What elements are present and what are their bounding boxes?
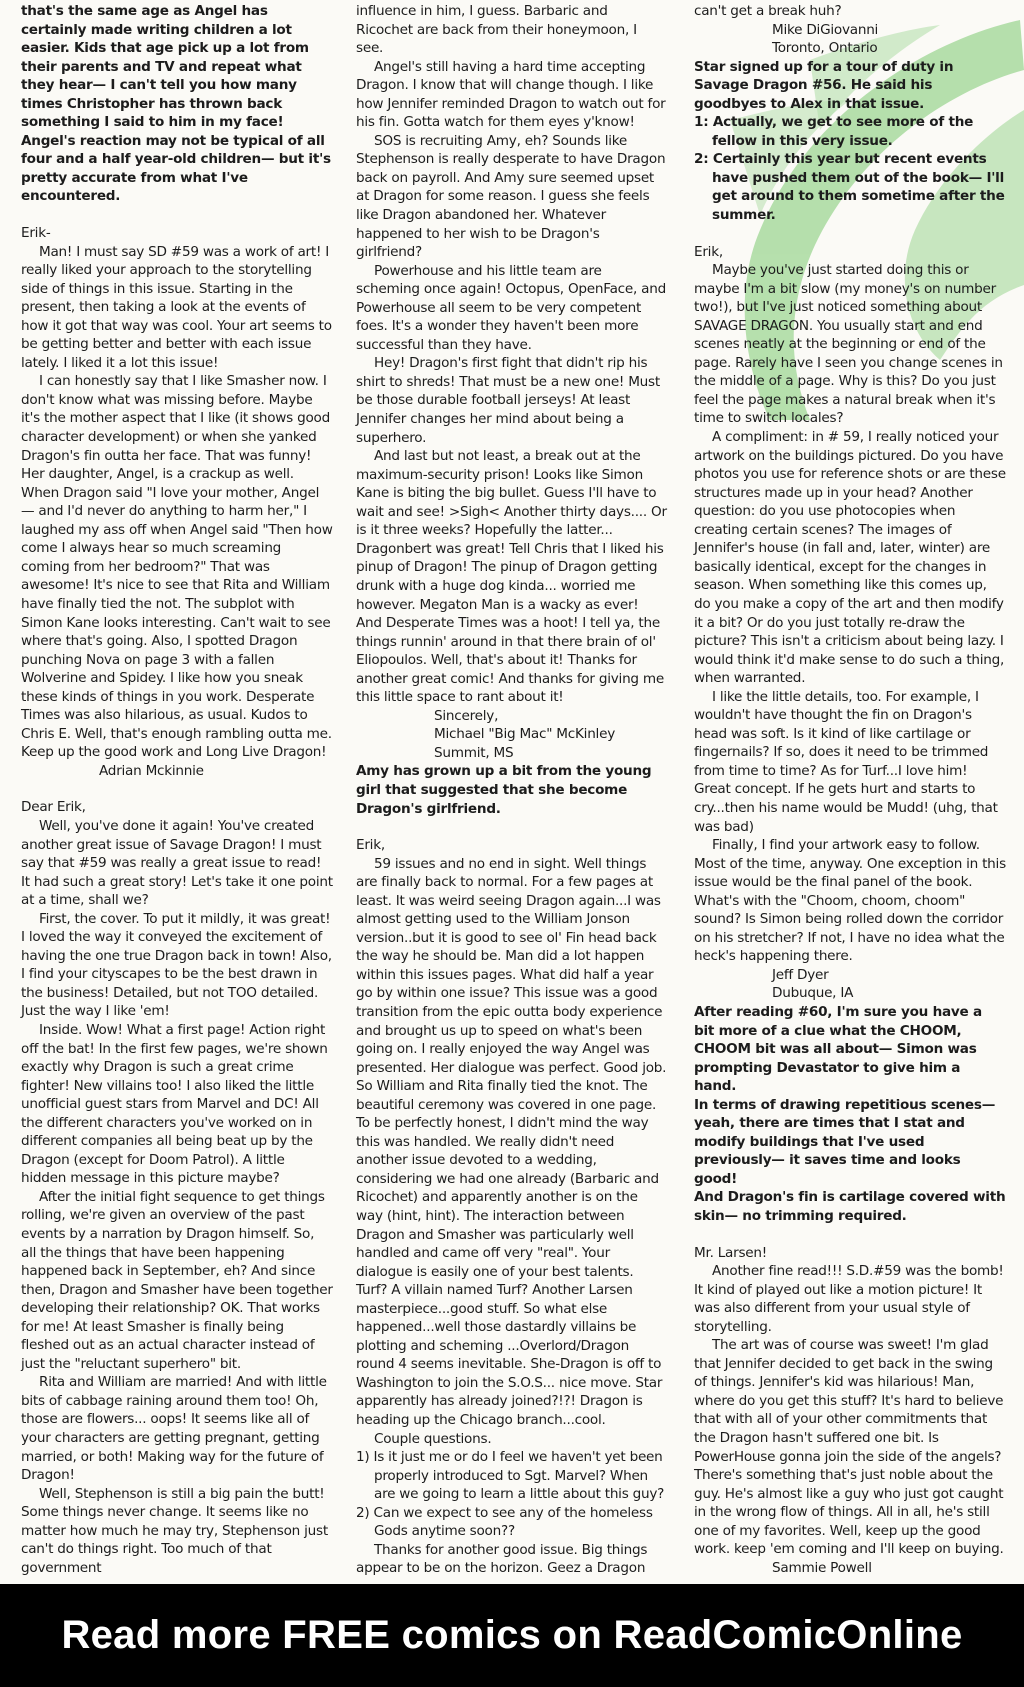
letter-salutation: Mr. Larsen! — [694, 1244, 767, 1261]
letter-paragraph: Finally, I find your artwork easy to follow. Most of the time, anyway. One exception in this issue would be the final panel of the book. What's with the "Choom, choom, choom" sound? Is Simon being rolled down the corridor on his stretcher? If not, I have no idea what the heck's happening there. — [694, 837, 1006, 965]
letter-paragraph: Powerhouse and his little team are scheming once again! Octopus, OpenFace, and Powerhouse all seem to be very competent foes. It's a wonder they haven't been more successful than they have. — [356, 262, 666, 353]
letter-signature: Summit, MS — [434, 744, 514, 761]
editor-reply: that's the same age as Angel has certainly made writing children a lot easier. Kids that age pick up a lot from their parents and TV and repeat what they hear— I can't tell you how many times Christopher has thrown back something I said to him in my face! Angel's reaction may not be typical of all four and a half year-old children— but it's pretty accurate from what I've encountered. — [21, 3, 331, 205]
promo-footer-banner[interactable] — [0, 1584, 1024, 1687]
letter-signature: Dubuque, IA — [772, 985, 854, 1002]
letter-question: 1) Is it just me or do I feel we haven't yet been properly introduced to Sgt. Marvel? When are we going to learn a little about this guy? — [356, 1449, 665, 1503]
letter-signature: Michael "Big Mac" McKinley — [434, 726, 615, 743]
letter-paragraph: Man! I must say SD #59 was a work of art! I really liked your approach to the storytelling side of things in this issue. Starting in the present, then taking a look at the events of how it got that way was cool. Your art seems to be getting better and better with each issue lately. I liked it a lot this issue! — [21, 243, 332, 371]
letter-paragraph: I can honestly say that I like Smasher now. I don't know what was missing before. Maybe it's the mother aspect that I like (it shows good character development) or when she yanked Dragon's fin outta her face. That was funny! Her daughter, Angel, is a crackup as well. When Dragon said "I love your mother, Angel — and I'd never do anything to harm her," I laughed my ass off when Angel said "Then how come I always hear so much screaming coming from her bedroom?" That was awesome! It's nice to see that Rita and William have finally tied the not. The subplot with Simon Kane looks interesting. Can't wait to see where that's going. Also, I spotted Dragon punching Nova on page 3 with a fallen Wolverine and Spidey. I like how you sneak these kinds of things in you work. Desperate Times was also hilarious, as usual. Kudos to Chris E. Well, that's enough rambling outta me. Keep up the good work and Long Live Dragon! — [21, 373, 333, 761]
letter-paragraph: Well, Stephenson is still a big pain the butt! Some things never change. It seems like no matter how much he may try, Stephenson just can't do things right. Too much of that government — [21, 1485, 328, 1576]
letter-paragraph: Hey! Dragon's first fight that didn't rip his shirt to shreds! That must be a new one! Must be those durable football jerseys! At least Jennifer changes her mind about being a superhero. — [356, 355, 660, 446]
letter-paragraph: can't get a break huh? — [694, 3, 842, 19]
editor-reply: Star signed up for a tour of duty in Savage Dragon #56. He said his goodbyes to Alex in that issue. — [694, 58, 954, 112]
letter-paragraph: Angel's still having a hard time accepting Dragon. I know that will change though. I like how Jennifer reminded Dragon to watch out for his fin. Gotta watch for them eyes y'know! — [356, 58, 666, 131]
letter-paragraph: Thanks for another good issue. Big things appear to be on the horizon. Geez a Dragon — [356, 1541, 648, 1577]
letter-paragraph: Couple questions. — [374, 1430, 492, 1447]
editor-reply: After reading #60, I'm sure you have a bit more of a clue what the CHOOM, CHOOM bit was all about— Simon was prompting Devastator to give him a hand. — [694, 1003, 982, 1095]
letter-paragraph: I like the little details, too. For example, I wouldn't have thought the fin on Dragon's head was soft. Is it kind of like cartilage or fingernails? If so, does it need to be trimmed from time to time? As for Turf...I love him! Great concept. If he gets hurt and starts to cry...then his name would be Mudd! (uhg, that was bad) — [694, 688, 998, 835]
letter-signature: Adrian Mckinnie — [99, 762, 204, 779]
editor-reply-item: 2: Certainly this year but recent events have pushed them out of the book— I'll get around to them sometime after the summer. — [694, 151, 1005, 224]
letter-paragraph: influence in him, I guess. Barbaric and Ricochet are back from their honeymoon, I see. — [356, 3, 637, 57]
letter-salutation: Erik, — [694, 243, 723, 260]
letter-paragraph: Another fine read!!! S.D.#59 was the bomb! It kind of played out like a motion picture! It was also different from your usual style of storytelling. — [694, 1263, 1004, 1335]
editor-reply-item: 1: Actually, we get to see more of the fellow in this very issue. — [694, 114, 974, 149]
letter-salutation: Erik, — [356, 837, 385, 854]
letter-question: 2) Can we expect to see any of the homeless Gods anytime soon?? — [356, 1504, 653, 1540]
letter-paragraph: Well, you've done it again! You've created another great issue of Savage Dragon! I must say that #59 was really a great issue to read! It had such a great story! Let's take it one point at a time, shall we? — [21, 817, 333, 909]
letter-signature: Sammie Powell — [772, 1559, 872, 1576]
letter-signature: Toronto, Ontario — [772, 40, 878, 57]
letter-paragraph: A compliment: in # 59, I really noticed your artwork on the buildings pictured. Do you have photos you use for reference shots or are these structures made up in your head? Another question: do you use photocopies when creating certain scenes? The images of Jennifer's house (in fall and, later, winter) are basically identical, except for the changes in season. When something like this comes up, do you make a copy of the art and then modify it a bit? Or do you just totally re-draw the picture? This isn't a criticism about being lazy. I would think it'd make sense to do such a thing, when warranted. — [694, 429, 1006, 687]
letter-paragraph: Maybe you've just started doing this or maybe I'm a bit slow (my money's on number two!), but I've just noticed something about SAVAGE DRAGON. You usually start and end scenes neatly at the beginning or end of the page. Rarely have I seen you change scenes in the middle of a page. Why is this? Do you just feel the page makes a natural break when it's time to switch locales? — [694, 262, 1003, 427]
editor-reply: Amy has grown up a bit from the young girl that suggested that she become Dragon's girlfriend. — [356, 763, 652, 817]
letter-signature: Sincerely, — [434, 707, 499, 724]
letter-paragraph: SOS is recruiting Amy, eh? Sounds like Stephenson is really desperate to have Dragon back on payroll. And Amy sure seemed upset at Dragon for some reason. I guess she feels like Dragon abandoned her. Whatever happened to her wish to be Dragon's girlfriend? — [356, 132, 666, 261]
letter-salutation: Erik- — [21, 225, 51, 242]
letter-paragraph: Inside. Wow! What a first page! Action right off the bat! In the first few pages, we're shown exactly why Dragon is such a great crime fighter! New villains too! I also liked the little unofficial guest stars from Marvel and DC! All the different characters you've worked on in different companies all being beat up by the Dragon (except for Doom Patrol). A little hidden message in this picture maybe? — [21, 1021, 328, 1187]
letter-paragraph: After the initial fight sequence to get things rolling, we're given an overview of the past events by a narration by Dragon himself. So, all the things that have been happening happened back in September, eh? And since then, Dragon and Smasher have been together developing their relationship? OK. That works for me! At least Smasher is finally being fleshed out as an actual character instead of just the "reluctant superhero" bit. — [21, 1188, 333, 1372]
letters-column-2 — [356, 2, 668, 1578]
letter-paragraph: And last but not least, a break out at the maximum-security prison! Looks like Simon Kane is biting the big bullet. Guess I'll have to wait and see! >Sigh< Another thirty days.... Or is it three weeks? Hopefully the latter... Dragonbert was great! Tell Chris that I liked his pinup of Dragon! The pinup of Dragon getting drunk with a huge dog kinda... worried me however. Megaton Man is a wacky as ever! And Desperate Times was a hoot! I tell ya, the things runnin' around in that there brain of ol' Eliopoulos. Well, that's about it! Thanks for another great comic! And thanks for giving me this little space to rant about it! — [356, 448, 667, 706]
letter-paragraph: 59 issues and no end in sight. Well things are finally back to normal. For a few pages at least. It was weird seeing Dragon again...I was almost getting used to the William Jonson version..but it is good to see ol' Fin head back the way he should be. Man did a lot happen within this issues pages. What did half a year go by within one issue? This issue was a good transition from the epic outta body experience and brought us up to speed on what's been going on. I really enjoyed the way Angel was presented. Her dialogue was perfect. Good job. So William and Rita finally tied the knot. The beautiful ceremony was covered in one page. To be perfectly honest, I didn't mind the way this was handled. We really didn't need another issue devoted to a wedding, considering we had one already (Barbaric and Ricochet) and apparently another is on the way (hint, hint). The interaction between Dragon and Smasher was particularly well handled and came off very "real". Your dialogue is easily one of your best talents. Turf? A villain named Turf? Another Larsen masterpiece...good stuff. So what else happened...well those dastardly villains be plotting and scheming ...Overlord/Dragon round 4 seems inevitable. She-Dragon is off to Washington to join the S.O.S... nice move. Star apparently has already joined?!?! Dragon is heading up the Chicago branch...cool. — [356, 855, 667, 1429]
editor-reply: In terms of drawing repetitious scenes— yeah, there are times that I stat and modify buildings that I've used previously— it saves time and looks good! — [694, 1096, 996, 1187]
letter-paragraph: First, the cover. To put it mildly, it was great! I loved the way it conveyed the excitement of having the one true Dragon back in town! Also, I find your cityscapes to be the best drawn in the business! Detailed, but not TOO detailed. Just the way I like 'em! — [21, 910, 332, 1020]
letter-signature: Mike DiGiovanni — [772, 21, 879, 38]
letter-signature: Jeff Dyer — [772, 966, 829, 983]
letters-column-1 — [21, 2, 333, 1577]
letter-paragraph: Rita and William are married! And with little bits of cabbage raining around them too! Oh, those are flowers... oops! It seems like all of your characters are getting pregnant, getting married, or both! Making way for the future of Dragon! — [21, 1374, 327, 1484]
promo-footer-text[interactable]: Read more FREE comics on ReadComicOnline — [61, 1613, 963, 1657]
editor-reply: And Dragon's fin is cartilage covered with skin— no trimming required. — [694, 1189, 1006, 1224]
letter-paragraph: The art was of course was sweet! I'm glad that Jennifer decided to get back in the swing of things. Jennifer's kid was hilarious! Man, where do you get this stuff? It's hard to believe that with all of your other commitments that the Dragon hasn't suffered one bit. Is PowerHouse gonna join the side of the angels? There's something that's just noble about the guy. He's almost like a guy who just got caught in the wrong flow of things. All in all, he's still one of my favorites. Well, keep up the good work. keep 'em coming and I'll keep on buying. — [694, 1337, 1004, 1558]
letters-column-3 — [694, 2, 1006, 1577]
letter-salutation: Dear Erik, — [21, 799, 86, 816]
